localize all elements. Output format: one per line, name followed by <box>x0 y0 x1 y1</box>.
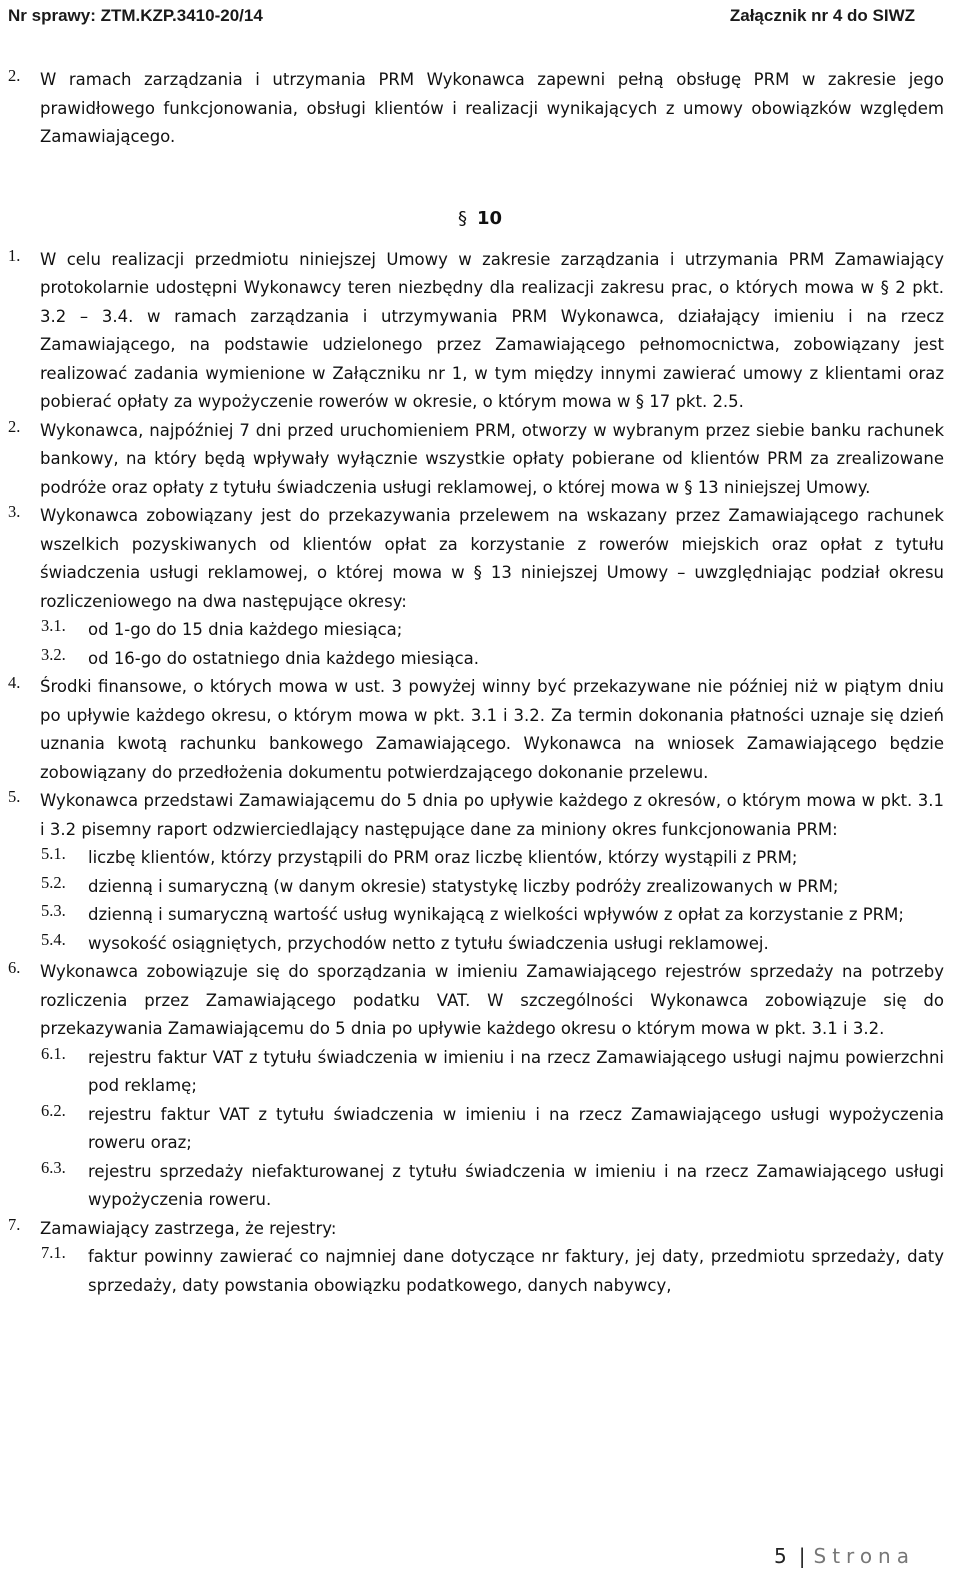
paragraph-number: 4. <box>8 673 21 692</box>
page-number: 5 <box>774 1544 787 1568</box>
subparagraph-number: 3.2. <box>41 644 66 664</box>
subparagraph-number: 5.2. <box>41 872 66 892</box>
paragraph-number: 7. <box>8 1214 21 1234</box>
subparagraph-number: 7.1. <box>41 1243 66 1262</box>
subparagraph-number: 3.1. <box>41 616 66 635</box>
subparagraph-text: rejestru sprzedaży niefakturowanej z tytułu świadczenia w imieniu i na rzecz Zamawiającego usługi wypożyczenia roweru. <box>88 1161 944 1209</box>
subparagraph-number: 6.1. <box>41 1043 66 1063</box>
paragraph-6 <box>0 958 960 1044</box>
subparagraph-3-2 <box>0 645 960 674</box>
paragraph-5 <box>0 787 960 844</box>
subparagraph-text: liczbę klientów, którzy przystąpili do PRM oraz liczbę klientów, którzy wystąpili z PRM; <box>88 848 798 867</box>
subparagraph-text: faktur powinny zawierać co najmniej dane dotyczące nr faktury, jej daty, przedmiotu sprzedaży, daty sprzedaży, daty powstania obowiązku podatkowego, danych nabywcy, <box>88 1247 944 1295</box>
paragraph-2 <box>0 417 960 503</box>
paragraph-number: 3. <box>8 502 21 521</box>
subparagraph-number: 5.3. <box>41 901 66 920</box>
subparagraph-6-1 <box>0 1044 960 1101</box>
subparagraph-6-2 <box>0 1101 960 1158</box>
subparagraph-5-3 <box>0 901 960 930</box>
subparagraph-5-1 <box>0 844 960 873</box>
attachment-label: Załącznik nr 4 do SIWZ <box>729 6 915 25</box>
subparagraph-text: dzienną i sumaryczną wartość usług wynikającą z wielkości wpływów z opłat za korzystanie z PRM; <box>88 905 904 924</box>
subparagraph-3-1 <box>0 616 960 645</box>
paragraph-number: 1. <box>8 245 21 265</box>
paragraph-7 <box>0 1215 960 1244</box>
paragraph-4 <box>0 673 960 787</box>
section-number: 10 <box>476 207 503 229</box>
paragraph-3 <box>0 502 960 616</box>
subparagraph-6-3 <box>0 1158 960 1215</box>
paragraph-number: 5. <box>8 787 21 806</box>
subparagraph-number: 6.2. <box>41 1100 66 1120</box>
page-footer <box>774 1544 915 1568</box>
subparagraph-5-4 <box>0 930 960 959</box>
subparagraph-text: od 16-go do ostatniego dnia każdego miesiąca. <box>88 648 480 668</box>
paragraph-text: W celu realizacji przedmiotu niniejszej Umowy w zakresie zarządzania i utrzymania PRM Zamawiający protokolarnie udostępni Wykonawcy teren niezbędny dla realizacji zakresu prac, o których mowa w § 2 pkt. 3.2 – 3.4. w ramach zarządzania i utrzymywania PRM Wykonawca, działający imieniu i na rzecz Zamawiającego, na podstawie udzielonego przez Zamawiającego pełnomocnictwa, zobowiązany jest realizować zadania wymienione w Załączniku nr 1, w tym między innymi zawierać umowy z klientami oraz pobierać opłaty za wypożyczenie rowerów w okresie, o którym mowa w § 17 pkt. 2.5. <box>40 249 944 411</box>
paragraph-text: Zamawiający zastrzega, że rejestry: <box>40 1218 337 1238</box>
subparagraph-number: 5.4. <box>41 929 66 949</box>
page-label: Strona <box>813 1544 915 1568</box>
intro-paragraph <box>0 66 960 152</box>
case-number: Nr sprawy: ZTM.KZP.3410-20/14 <box>8 6 263 25</box>
subparagraph-7-1 <box>0 1243 960 1300</box>
paragraph-text: W ramach zarządzania i utrzymania PRM Wykonawca zapewni pełną obsługę PRM w zakresie jego prawidłowego funkcjonowania, obsługi klientów i realizacji wynikających z umowy obowiązków względem Zamawiającego. <box>40 70 944 146</box>
paragraph-number: 2. <box>8 416 21 436</box>
subparagraph-number: 6.3. <box>41 1157 66 1177</box>
paragraph-number: 2. <box>8 66 21 85</box>
subparagraph-text: rejestru faktur VAT z tytułu świadczenia w imieniu i na rzecz Zamawiającego usługi najmu powierzchni pod reklamę; <box>88 1047 944 1095</box>
paragraph-text: Wykonawca przedstawi Zamawiającemu do 5 dnia po upływie każdego z okresów, o którym mowa w pkt. 3.1 i 3.2 pisemny raport odzwierciedlający następujące dane za miniony okres funkcjonowania PRM: <box>40 791 944 839</box>
paragraph-text: Wykonawca zobowiązuje się do sporządzania w imieniu Zamawiającego rejestrów sprzedaży na potrzeby rozliczenia przez Zamawiającego podatku VAT. W szczególności Wykonawca zobowiązuje się do przekazywania Zamawiającemu do 5 dnia po upływie każdego okresu o którym mowa w pkt. 3.1 i 3.2. <box>40 962 944 1038</box>
section-sign: § <box>457 207 467 229</box>
paragraph-number: 6. <box>8 958 21 977</box>
subparagraph-5-2 <box>0 873 960 902</box>
paragraph-text: Środki finansowe, o których mowa w ust. 3 powyżej winny być przekazywane nie później niż w piątym dniu po upływie każdego okresu, o którym mowa w pkt. 3.1 i 3.2. Za termin dokonania płatności uznaje się dzień uznania kwotą rachunku bankowego Zamawiającego. Wykonawca na wniosek Zamawiającego będzie zobowiązany do przedłożenia dokumentu potwierdzającego dokonanie przelewu. <box>40 677 944 782</box>
subparagraph-text: dzienną i sumaryczną (w danym okresie) statystykę liczby podróży zrealizowanych w PRM; <box>88 876 839 896</box>
subparagraph-text: od 1-go do 15 dnia każdego miesiąca; <box>88 620 403 639</box>
subparagraph-number: 5.1. <box>41 844 66 863</box>
section-heading <box>0 204 960 234</box>
footer-separator: | <box>798 1544 806 1568</box>
subparagraph-text: wysokość osiągniętych, przychodów netto z tytułu świadczenia usługi reklamowej. <box>88 933 769 953</box>
subparagraph-text: rejestru faktur VAT z tytułu świadczenia w imieniu i na rzecz Zamawiającego usługi wypożyczenia roweru oraz; <box>88 1104 944 1152</box>
page-header <box>0 0 960 38</box>
paragraph-1 <box>0 246 960 417</box>
paragraph-text: Wykonawca, najpóźniej 7 dni przed uruchomieniem PRM, otworzy w wybranym przez siebie banku rachunek bankowy, na który będą wpływały wyłącznie wszystkie opłaty pobierane od klientów PRM za zrealizowane podróże oraz opłaty z tytułu świadczenia usługi reklamowej, o której mowa w § 13 niniejszej Umowy. <box>40 420 944 497</box>
paragraph-text: Wykonawca zobowiązany jest do przekazywania przelewem na wskazany przez Zamawiającego rachunek wszelkich pozyskiwanych od klientów opłat za korzystanie z rowerów miejskich oraz opłat z tytułu świadczenia usługi reklamowej, o której mowa w § 13 niniejszej Umowy – uwzględniając podział okresu rozliczeniowego na dwa następujące okresy: <box>40 506 944 611</box>
document-body <box>0 66 960 1300</box>
